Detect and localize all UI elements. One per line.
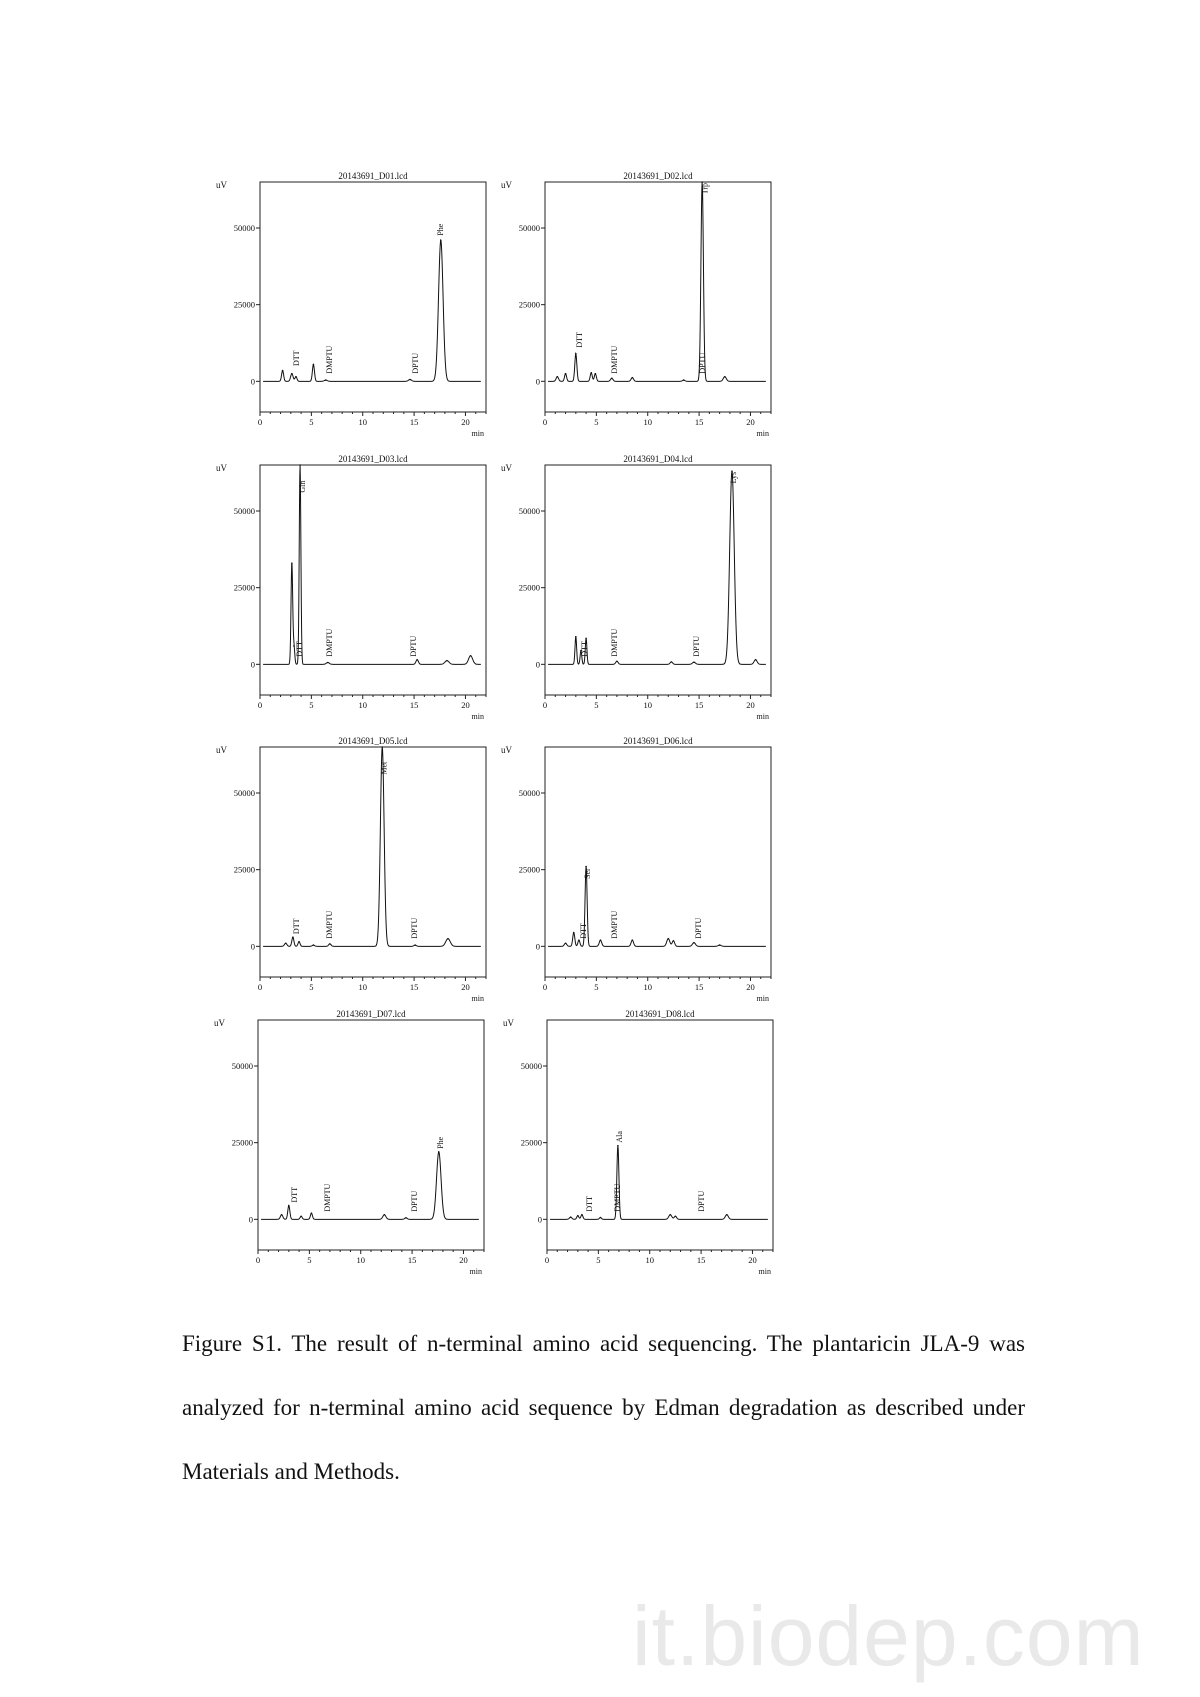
x-tick-label: 20 (748, 1255, 757, 1265)
chromatogram-2 (485, 164, 781, 440)
x-axis-unit: min (471, 429, 484, 438)
peak-marker (298, 941, 300, 943)
chromatogram-6 (485, 729, 781, 1005)
peak-label: Ser (583, 868, 593, 879)
chart-title: 20143691_D02.lcd (623, 171, 693, 181)
plot-frame (545, 465, 771, 695)
chart-title: 20143691_D04.lcd (623, 454, 693, 464)
peak-marker (291, 562, 293, 564)
peak-marker (381, 746, 383, 748)
peak-marker (446, 660, 448, 662)
y-axis-unit: uV (216, 745, 227, 755)
watermark: it.biodep.com (632, 1589, 1145, 1683)
x-tick-label: 15 (407, 1255, 417, 1265)
chromatogram-trace (263, 465, 481, 664)
peak-label: DMPTU (609, 910, 619, 939)
peak-label: DMPTU (612, 1183, 622, 1212)
peak-label: DMPTU (609, 345, 619, 374)
plot-frame (260, 465, 486, 695)
x-tick-label: 15 (694, 417, 704, 427)
y-tick-label: 25000 (518, 864, 540, 875)
peak-label: DTT (292, 350, 302, 366)
peak-marker (282, 370, 284, 372)
peak-marker (600, 1217, 602, 1219)
peak-label: DTT (579, 923, 589, 939)
peak-label: DPTU (694, 917, 704, 939)
chart-title: 20143691_D07.lcd (336, 1009, 406, 1019)
peak-label: Met (379, 761, 389, 775)
peak-marker (565, 373, 567, 375)
peak-label: DMPTU (324, 910, 334, 939)
peak-label: Lys (729, 471, 739, 484)
y-tick-label: 0 (535, 659, 540, 670)
x-axis-unit: min (469, 1267, 482, 1276)
peak-marker (693, 942, 695, 944)
peak-label: DPTU (409, 635, 419, 657)
peak-label: Gln (298, 480, 308, 493)
x-tick-label: 0 (257, 982, 263, 992)
x-tick-label: 0 (544, 1255, 550, 1265)
chromatogram-svg (487, 1002, 783, 1278)
chromatogram-svg (200, 729, 496, 1005)
chromatogram-5 (200, 729, 496, 1005)
peak-marker (285, 942, 287, 944)
peak-marker (329, 943, 331, 945)
peak-marker (667, 938, 669, 940)
chromatogram-trace (261, 1152, 479, 1219)
peak-marker (325, 379, 327, 381)
x-tick-label: 10 (643, 417, 652, 427)
peak-marker (405, 1217, 407, 1219)
y-axis-unit: uV (214, 1018, 225, 1028)
x-tick-label: 20 (459, 1255, 468, 1265)
peak-marker (565, 942, 567, 944)
y-tick-label: 25000 (520, 1137, 542, 1148)
x-tick-label: 10 (645, 1255, 654, 1265)
peak-marker (590, 372, 592, 374)
chromatogram-1 (200, 164, 496, 440)
x-tick-label: 10 (643, 982, 652, 992)
chart-title: 20143691_D06.lcd (623, 736, 693, 746)
x-tick-label: 15 (409, 700, 419, 710)
peak-marker (557, 376, 559, 378)
peak-marker (693, 661, 695, 663)
peak-marker (600, 939, 602, 941)
peak-marker (585, 866, 587, 868)
x-tick-label: 5 (309, 982, 314, 992)
chromatogram-trace (548, 183, 766, 382)
x-tick-label: 10 (356, 1255, 365, 1265)
chromatogram-trace (548, 471, 766, 664)
peak-marker (731, 470, 733, 472)
y-tick-label: 50000 (233, 223, 255, 233)
peak-marker (701, 181, 703, 183)
y-tick-label: 25000 (233, 582, 255, 593)
peak-marker (570, 1216, 572, 1218)
x-tick-label: 5 (309, 700, 314, 710)
x-tick-label: 0 (257, 417, 263, 427)
y-axis-unit: uV (216, 463, 227, 473)
peak-marker (632, 939, 634, 941)
y-tick-label: 50000 (520, 1061, 542, 1071)
y-tick-label: 50000 (233, 788, 255, 798)
x-tick-label: 5 (594, 417, 599, 427)
y-axis-unit: uV (216, 180, 227, 190)
plot-frame (258, 1020, 484, 1250)
x-axis-unit: min (471, 994, 484, 1003)
peak-label: DTT (295, 641, 305, 657)
y-tick-label: 25000 (518, 582, 540, 593)
peak-marker (291, 373, 293, 375)
y-axis-unit: uV (501, 180, 512, 190)
x-tick-label: 15 (694, 982, 704, 992)
y-tick-label: 50000 (518, 506, 540, 516)
y-tick-label: 50000 (518, 788, 540, 798)
x-tick-label: 10 (358, 417, 367, 427)
chromatogram-4 (485, 447, 781, 723)
x-tick-label: 20 (461, 417, 470, 427)
x-tick-label: 5 (596, 1255, 601, 1265)
x-tick-label: 10 (643, 700, 652, 710)
y-tick-label: 50000 (233, 506, 255, 516)
x-tick-label: 10 (358, 700, 367, 710)
peak-marker (724, 376, 726, 378)
chromatogram-svg (200, 164, 496, 440)
peak-marker (611, 377, 613, 379)
y-tick-label: 25000 (233, 864, 255, 875)
peak-marker (595, 373, 597, 375)
plot-frame (545, 747, 771, 977)
peak-marker (683, 379, 685, 381)
peak-marker (313, 944, 315, 946)
chart-title: 20143691_D05.lcd (338, 736, 408, 746)
peak-marker (673, 940, 675, 942)
peak-label: Phe (435, 1136, 445, 1149)
peak-marker (313, 364, 315, 366)
chromatogram-svg (485, 164, 781, 440)
y-tick-label: 50000 (231, 1061, 253, 1071)
x-tick-label: 20 (746, 700, 755, 710)
peak-marker (288, 1205, 290, 1207)
chromatogram-trace (263, 747, 481, 946)
figure-caption: Figure S1. The result of n-terminal amino acid sequencing. The plantaricin JLA-9 was analyzed for n-terminal amino acid sequence by Edman degradation as described under Materials and Methods. (182, 1331, 1025, 1484)
y-tick-label: 50000 (518, 223, 540, 233)
plot-frame (260, 182, 486, 412)
peak-label: DTT (580, 641, 590, 657)
peak-marker (414, 944, 416, 946)
chromatogram-svg (198, 1002, 494, 1278)
x-tick-label: 5 (309, 417, 314, 427)
x-tick-label: 10 (358, 982, 367, 992)
peak-marker (726, 1214, 728, 1216)
x-tick-label: 0 (257, 700, 263, 710)
peak-marker (675, 1215, 677, 1217)
y-tick-label: 25000 (518, 299, 540, 310)
peak-marker (292, 936, 294, 938)
peak-marker (575, 636, 577, 638)
peak-marker (669, 1214, 671, 1216)
peak-marker (409, 379, 411, 381)
y-axis-unit: uV (501, 463, 512, 473)
peak-label: Phe (435, 223, 445, 236)
x-tick-label: 5 (594, 982, 599, 992)
peak-marker (581, 1214, 583, 1216)
x-tick-label: 5 (594, 700, 599, 710)
x-tick-label: 15 (696, 1255, 706, 1265)
chromatogram-7 (198, 1002, 494, 1278)
x-axis-unit: min (756, 712, 769, 721)
peak-marker (755, 659, 757, 661)
y-tick-label: 0 (248, 1214, 253, 1225)
y-tick-label: 0 (535, 376, 540, 387)
peak-marker (300, 1215, 302, 1217)
peak-marker (299, 464, 301, 466)
y-tick-label: 25000 (233, 299, 255, 310)
peak-label: Trp (700, 182, 710, 195)
peak-label: DMPTU (609, 628, 619, 657)
peak-label: DPTU (697, 1190, 707, 1212)
peak-label: DMPTU (322, 1183, 332, 1212)
x-tick-label: 20 (746, 982, 755, 992)
peak-marker (327, 662, 329, 664)
y-axis-unit: uV (503, 1018, 514, 1028)
x-tick-label: 15 (409, 417, 419, 427)
peak-marker (632, 377, 634, 379)
peak-marker (617, 1145, 619, 1147)
y-tick-label: 0 (535, 941, 540, 952)
peak-label: DPTU (411, 352, 421, 374)
y-tick-label: 25000 (231, 1137, 253, 1148)
peak-label: DMPTU (324, 628, 334, 657)
peak-marker (575, 353, 577, 355)
peak-label: DMPTU (324, 345, 334, 374)
x-axis-unit: min (758, 1267, 771, 1276)
chromatogram-svg (485, 447, 781, 723)
y-tick-label: 0 (250, 659, 255, 670)
peak-label: DPTU (410, 1190, 420, 1212)
peak-marker (616, 660, 618, 662)
peak-marker (447, 938, 449, 940)
peak-label: DPTU (698, 352, 708, 374)
plot-frame (545, 182, 771, 412)
chart-title: 20143691_D03.lcd (338, 454, 408, 464)
y-tick-label: 0 (250, 941, 255, 952)
peak-marker (416, 659, 418, 661)
chromatogram-svg (485, 729, 781, 1005)
peak-label: Ala (614, 1131, 624, 1143)
x-tick-label: 0 (542, 982, 548, 992)
x-tick-label: 20 (746, 417, 755, 427)
peak-marker (671, 661, 673, 663)
peak-marker (311, 1212, 313, 1214)
peak-label: DTT (585, 1196, 595, 1212)
x-tick-label: 5 (307, 1255, 312, 1265)
x-tick-label: 0 (542, 700, 548, 710)
x-tick-label: 15 (694, 700, 704, 710)
peak-marker (281, 1214, 283, 1216)
chart-title: 20143691_D01.lcd (338, 171, 408, 181)
peak-marker (384, 1214, 386, 1216)
x-axis-unit: min (471, 712, 484, 721)
chart-title: 20143691_D08.lcd (625, 1009, 695, 1019)
peak-label: DTT (292, 918, 302, 935)
x-tick-label: 20 (461, 982, 470, 992)
peak-marker (719, 944, 721, 946)
peak-marker (585, 637, 587, 639)
chromatogram-8 (487, 1002, 783, 1278)
y-tick-label: 0 (537, 1214, 542, 1225)
y-tick-label: 0 (250, 376, 255, 387)
peak-label: DPTU (410, 917, 420, 939)
peak-marker (573, 932, 575, 934)
chromatogram-trace (550, 1146, 768, 1220)
peak-marker (577, 1215, 579, 1217)
x-axis-unit: min (756, 429, 769, 438)
x-tick-label: 0 (542, 417, 548, 427)
peak-marker (440, 239, 442, 241)
x-tick-label: 15 (409, 982, 419, 992)
x-tick-label: 20 (461, 700, 470, 710)
x-axis-unit: min (756, 994, 769, 1003)
peak-label: DTT (574, 332, 584, 348)
peak-label: DPTU (692, 635, 702, 657)
peak-marker (438, 1151, 440, 1153)
peak-marker (470, 655, 472, 657)
peak-marker (295, 376, 297, 378)
chromatogram-3 (200, 447, 496, 723)
y-axis-unit: uV (501, 745, 512, 755)
chromatogram-svg (200, 447, 496, 723)
x-tick-label: 0 (255, 1255, 261, 1265)
peak-label: DTT (290, 1186, 300, 1203)
